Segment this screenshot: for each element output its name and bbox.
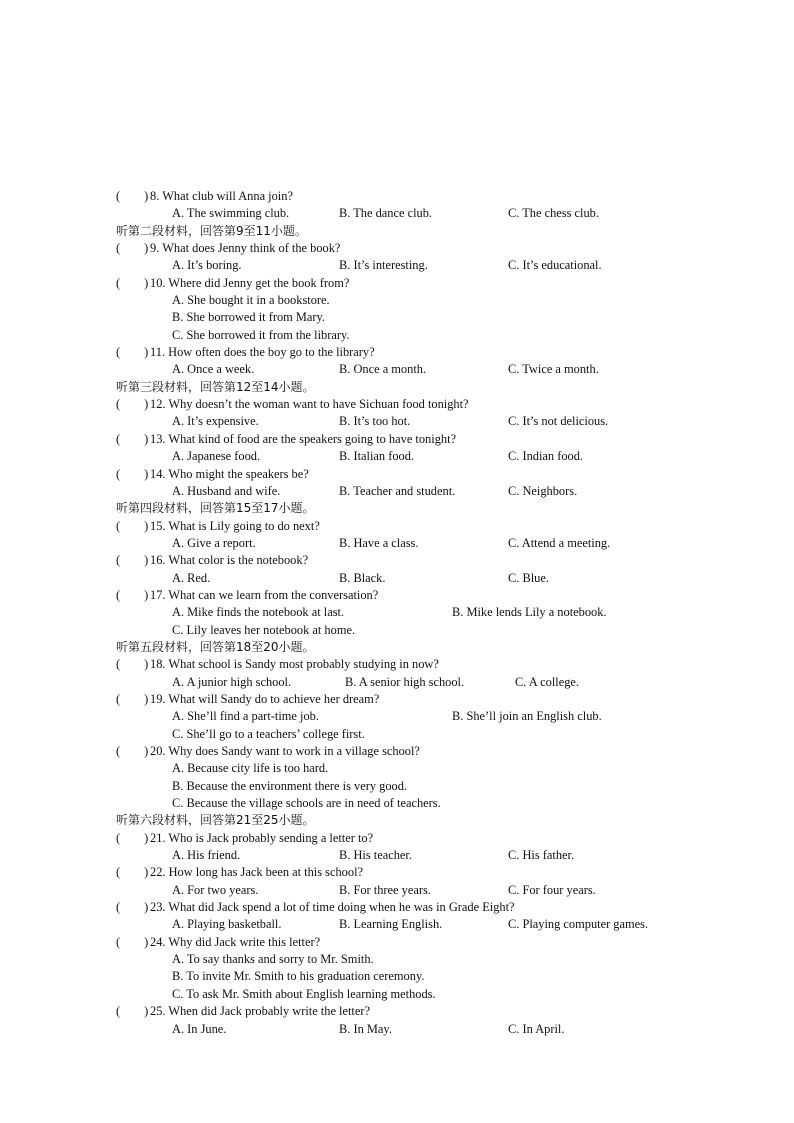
option-a[interactable]: A. She bought it in a bookstore. — [172, 293, 330, 308]
question-18 — [116, 656, 716, 673]
option-a[interactable]: A. Red. — [172, 570, 211, 585]
listening-questions — [116, 188, 716, 1038]
option-row — [116, 1021, 716, 1038]
question-dot: . — [162, 900, 169, 915]
option-b[interactable]: B. To invite Mr. Smith to his graduation ceremony. — [172, 969, 425, 984]
paren-open: ( — [116, 189, 121, 203]
option-b[interactable]: B. Because the environment there is very good. — [172, 778, 408, 793]
question-number: 24 — [150, 934, 163, 949]
paren-open: ( — [116, 587, 121, 602]
answer-blank[interactable] — [116, 830, 150, 847]
paren-open: ( — [116, 553, 121, 568]
option-a[interactable]: A. For two years. — [172, 882, 259, 897]
question-text: Why did Jack write this letter? — [168, 934, 321, 949]
question-13 — [116, 431, 716, 448]
option-a[interactable]: A. Once a week. — [172, 362, 255, 377]
answer-blank[interactable] — [116, 518, 150, 535]
answer-blank[interactable] — [116, 934, 150, 951]
question-dot: . — [162, 691, 169, 706]
question-number: 16 — [150, 553, 163, 568]
option-a[interactable]: A. Playing basketball. — [172, 917, 282, 932]
question-dot: . — [162, 275, 169, 290]
option-row — [116, 570, 716, 587]
option-row — [116, 257, 716, 274]
question-number: 20 — [150, 744, 163, 758]
option-row — [116, 205, 716, 222]
option-a[interactable]: A. Japanese food. — [172, 449, 261, 464]
answer-blank[interactable] — [116, 587, 150, 604]
question-21 — [116, 830, 716, 847]
question-dot: . — [161, 345, 169, 360]
paren-close: ) — [144, 241, 149, 256]
question-number: 11 — [150, 345, 162, 360]
option-b[interactable]: B. In May. — [339, 1021, 392, 1036]
option-row — [116, 413, 716, 430]
section-heading: 听第五段材料，回答第18至20小题。 — [116, 639, 315, 654]
option-b[interactable]: B. Mike lends Lily a notebook. — [452, 605, 607, 620]
question-text: What school is Sandy most probably studying in now? — [168, 657, 439, 672]
question-text: What will Sandy do to achieve her dream? — [168, 691, 380, 706]
question-dot: . — [162, 865, 169, 880]
question-text: Why does Sandy want to work in a village school? — [168, 744, 420, 758]
question-number: 13 — [150, 431, 163, 446]
answer-blank[interactable] — [116, 396, 150, 413]
option-a[interactable]: A. His friend. — [172, 848, 241, 863]
option-row — [116, 327, 716, 344]
option-a[interactable]: A. It’s expensive. — [172, 414, 259, 429]
section-heading: 听第二段材料，回答第9至11小题。 — [116, 223, 307, 238]
paren-open: ( — [116, 691, 121, 706]
option-a[interactable]: A. Husband and wife. — [172, 483, 281, 498]
question-8 — [116, 188, 716, 205]
paren-close: ) — [144, 1004, 149, 1019]
answer-blank[interactable] — [116, 466, 150, 483]
option-b[interactable]: B. It’s interesting. — [339, 258, 428, 273]
question-25 — [116, 1003, 716, 1020]
question-9 — [116, 240, 716, 257]
question-10 — [116, 275, 716, 292]
paren-close: ) — [144, 691, 149, 706]
option-c[interactable]: C. It’s educational. — [508, 258, 602, 273]
question-text: What color is the notebook? — [168, 553, 309, 568]
option-b[interactable]: B. Learning English. — [339, 917, 443, 932]
option-row — [116, 292, 716, 309]
option-b[interactable]: B. She borrowed it from Mary. — [172, 310, 326, 325]
question-text: What did Jack spend a lot of time doing when he was in Grade Eight? — [168, 900, 515, 915]
option-c[interactable]: C. Twice a month. — [508, 362, 599, 377]
paren-open: ( — [116, 657, 121, 672]
option-b[interactable]: B. The dance club. — [339, 206, 433, 221]
paren-close: ) — [144, 900, 149, 915]
option-row — [116, 882, 716, 899]
option-b[interactable]: B. A senior high school. — [345, 674, 465, 689]
option-c[interactable]: C. To ask Mr. Smith about English learning methods. — [172, 986, 436, 1001]
option-a[interactable]: A. Because city life is too hard. — [172, 761, 329, 776]
option-row — [116, 760, 716, 777]
paren-close: ) — [144, 518, 149, 533]
option-row — [116, 968, 716, 985]
question-15 — [116, 518, 716, 535]
option-a[interactable]: A. It’s boring. — [172, 258, 242, 273]
paren-close: ) — [144, 431, 149, 446]
question-dot: . — [162, 553, 169, 568]
paren-open: ( — [116, 431, 121, 446]
paren-close: ) — [144, 657, 149, 672]
question-number: 14 — [150, 466, 163, 481]
question-11 — [116, 344, 716, 361]
option-row — [116, 795, 716, 812]
paren-open: ( — [116, 1004, 121, 1019]
question-dot: . — [162, 518, 169, 533]
answer-blank[interactable] — [116, 743, 150, 760]
question-number: 17 — [150, 587, 163, 602]
question-dot: . — [162, 397, 169, 412]
option-c[interactable]: C. A college. — [515, 674, 580, 689]
paren-close: ) — [144, 553, 149, 568]
question-14 — [116, 466, 716, 483]
option-a[interactable]: A. Mike finds the notebook at last. — [172, 605, 345, 620]
option-c[interactable]: C. Indian food. — [508, 449, 584, 464]
option-row — [116, 361, 716, 378]
option-b[interactable]: B. Once a month. — [339, 362, 427, 377]
option-b[interactable]: B. Black. — [339, 570, 386, 585]
option-c[interactable]: C. She’ll go to a teachers’ college first. — [172, 726, 365, 741]
answer-blank[interactable] — [116, 691, 150, 708]
question-23 — [116, 899, 716, 916]
answer-blank[interactable] — [116, 188, 150, 205]
section-heading: 听第四段材料，回答第15至17小题。 — [116, 501, 315, 516]
option-a[interactable]: A. She’ll find a part-time job. — [172, 709, 319, 724]
option-a[interactable]: A. Give a report. — [172, 535, 256, 550]
question-19 — [116, 691, 716, 708]
question-number: 19 — [150, 691, 163, 706]
paren-open: ( — [116, 744, 121, 758]
question-text: How often does the boy go to the library? — [168, 345, 375, 360]
option-b[interactable]: B. She’ll join an English club. — [452, 709, 602, 724]
answer-blank[interactable] — [116, 431, 150, 448]
option-row — [116, 951, 716, 968]
answer-blank[interactable] — [116, 240, 150, 257]
question-22 — [116, 864, 716, 881]
section-heading: 听第六段材料，回答第21至25小题。 — [116, 813, 315, 828]
paren-close: ) — [144, 587, 149, 602]
paren-close: ) — [144, 744, 149, 758]
paren-close: ) — [144, 830, 149, 845]
option-c[interactable]: C. Blue. — [508, 570, 549, 585]
question-dot: . — [162, 934, 169, 949]
option-b[interactable]: B. Italian food. — [339, 449, 415, 464]
question-number: 22 — [150, 865, 163, 880]
paren-open: ( — [116, 830, 121, 845]
question-dot: . — [156, 241, 163, 256]
question-number: 18 — [150, 657, 163, 672]
question-number: 25 — [150, 1004, 163, 1019]
question-text: What club will Anna join? — [162, 189, 293, 203]
option-row — [116, 726, 716, 743]
paren-open: ( — [116, 900, 121, 915]
paren-close: ) — [144, 189, 149, 203]
option-c[interactable]: C. Attend a meeting. — [508, 535, 611, 550]
question-text: Who might the speakers be? — [168, 466, 309, 481]
question-number: 9 — [150, 241, 157, 256]
paren-open: ( — [116, 275, 121, 290]
paren-close: ) — [144, 865, 149, 880]
option-row — [116, 604, 716, 621]
answer-blank[interactable] — [116, 1003, 150, 1020]
question-number: 10 — [150, 275, 163, 290]
question-dot: . — [162, 466, 169, 481]
option-b[interactable]: B. Have a class. — [339, 535, 419, 550]
question-dot: . — [156, 189, 163, 203]
question-number: 21 — [150, 830, 163, 845]
question-text: What can we learn from the conversation? — [168, 587, 379, 602]
question-text: Where did Jenny get the book from? — [168, 275, 350, 290]
question-24 — [116, 934, 716, 951]
option-row — [116, 622, 716, 639]
question-text: What kind of food are the speakers going to have tonight? — [168, 431, 457, 446]
option-a[interactable]: A. In June. — [172, 1021, 227, 1036]
paren-close: ) — [144, 397, 149, 412]
option-a[interactable]: A. A junior high school. — [172, 674, 292, 689]
question-16 — [116, 552, 716, 569]
question-text: Why doesn’t the woman want to have Sichuan food tonight? — [168, 397, 469, 412]
question-dot: . — [162, 431, 169, 446]
paren-open: ( — [116, 934, 121, 949]
question-dot: . — [162, 657, 169, 672]
section-heading: 听第三段材料，回答第12至14小题。 — [116, 379, 315, 394]
option-c[interactable]: C. Lily leaves her notebook at home. — [172, 622, 356, 637]
option-b[interactable]: B. For three years. — [339, 882, 431, 897]
question-20 — [116, 743, 716, 760]
option-a[interactable]: A. To say thanks and sorry to Mr. Smith. — [172, 952, 374, 967]
option-row — [116, 847, 716, 864]
option-a[interactable]: A. The swimming club. — [172, 206, 290, 221]
answer-blank[interactable] — [116, 864, 150, 881]
answer-blank[interactable] — [116, 899, 150, 916]
question-17 — [116, 587, 716, 604]
option-c[interactable]: C. In April. — [508, 1021, 565, 1036]
question-text: When did Jack probably write the letter? — [168, 1004, 370, 1019]
option-row — [116, 778, 716, 795]
paren-open: ( — [116, 397, 121, 412]
answer-blank[interactable] — [116, 656, 150, 673]
option-b[interactable]: B. His teacher. — [339, 848, 412, 863]
question-text: What does Jenny think of the book? — [162, 241, 341, 256]
answer-blank[interactable] — [116, 275, 150, 292]
option-c[interactable]: C. Playing computer games. — [508, 917, 649, 932]
option-c[interactable]: C. She borrowed it from the library. — [172, 327, 350, 342]
option-row — [116, 674, 716, 691]
question-text: What is Lily going to do next? — [168, 518, 320, 533]
paren-open: ( — [116, 241, 121, 256]
option-row — [116, 483, 716, 500]
question-12 — [116, 396, 716, 413]
option-c[interactable]: C. The chess club. — [508, 206, 599, 221]
answer-blank[interactable] — [116, 344, 150, 361]
paren-close: ) — [144, 275, 149, 290]
question-text: Who is Jack probably sending a letter to? — [168, 830, 374, 845]
option-row — [116, 986, 716, 1003]
paren-close: ) — [144, 466, 149, 481]
paren-close: ) — [144, 934, 149, 949]
option-row — [116, 535, 716, 552]
option-c[interactable]: C. Because the village schools are in need of teachers. — [172, 796, 441, 811]
option-row — [116, 448, 716, 465]
paren-open: ( — [116, 466, 121, 481]
question-dot: . — [162, 744, 169, 758]
option-c[interactable]: C. It’s not delicious. — [508, 414, 609, 429]
option-c[interactable]: C. His father. — [508, 848, 575, 863]
question-text: How long has Jack been at this school? — [168, 865, 364, 880]
question-number: 8 — [150, 189, 157, 203]
question-dot: . — [162, 587, 169, 602]
option-c[interactable]: C. For four years. — [508, 882, 596, 897]
answer-blank[interactable] — [116, 552, 150, 569]
paren-close: ) — [144, 345, 149, 360]
question-number: 23 — [150, 900, 163, 915]
question-dot: . — [162, 1004, 169, 1019]
option-b[interactable]: B. It’s too hot. — [339, 414, 411, 429]
paren-open: ( — [116, 345, 121, 360]
paren-open: ( — [116, 518, 121, 533]
option-row — [116, 916, 716, 933]
paren-open: ( — [116, 865, 121, 880]
option-row — [116, 708, 716, 725]
question-dot: . — [162, 830, 169, 845]
option-c[interactable]: C. Neighbors. — [508, 483, 578, 498]
question-number: 12 — [150, 397, 163, 412]
option-row — [116, 309, 716, 326]
question-number: 15 — [150, 518, 163, 533]
option-b[interactable]: B. Teacher and student. — [339, 483, 456, 498]
